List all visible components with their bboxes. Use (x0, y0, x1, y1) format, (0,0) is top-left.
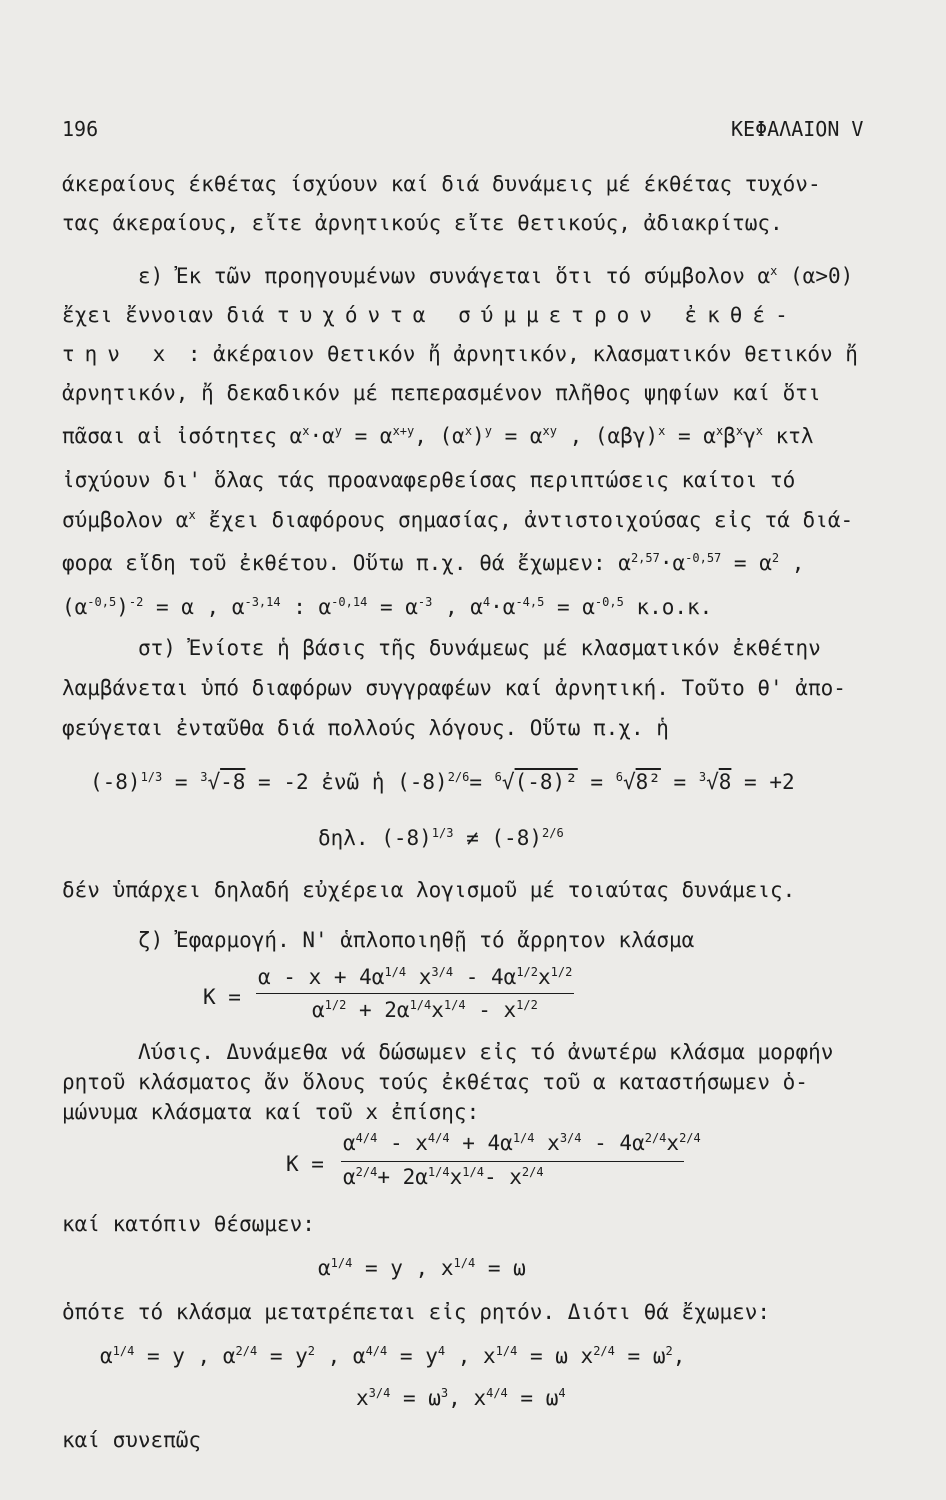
text-line-24: ὁπότε τό κλάσμα μετατρέπεται εἰς ρητόν. Διότι θά ἔχωμεν: (62, 1300, 771, 1324)
chapter-title: ΚΕΦΑΛΑΙΟΝ V (731, 117, 864, 141)
formula2-fraction-bar (341, 1161, 684, 1162)
formula1-fraction-bar (256, 993, 574, 994)
formula2-numerator: $\alpha^{4/4} - x^{4/4} + 4\alpha^{1/4}$ $x^{3/4} - 4\alpha^{2/4}x^{2/4}$ (343, 1131, 701, 1155)
text-line-17: δέν ὑπάρχει δηλαδή εὐχέρεια λογισμοῦ μέ τοιαύτας δυνάμεις. (62, 878, 796, 902)
text-line-1: άκεραίους έκθέτας ίσχύουν καί διά δυνάμεις μέ έκθέτας τυχόν- (62, 172, 821, 196)
text-line-12: στ) Ἐνίοτε ἡ βάσις τῆς δυνάμεως μέ κλασματικόν ἐκθέτην (138, 636, 821, 660)
text-line-4: ἔχει ἔννοιαν διά τυχόντα σύμμετρον ἐκθέ- (62, 303, 798, 327)
text-line-26: $x^{3/4} = \omega^3$, $x^{4/4} = \omega^4$ (356, 1386, 566, 1410)
text-line-11: $(\alpha^{-0,5})^{-2} = \alpha$ , $\alpha^{-3,14}$ : $\alpha^{-0,14} = \alpha^{-3}$ , $\alpha^4\cdot\alpha^{-4,5} = \alpha^{-0,5}$ κ.ο.κ. (62, 595, 713, 619)
text-line-15: $(-8)^{1/3} = ^3√-8 = -2$ ἐνῶ ἡ $(-8)^{2/6}= ^6√(-8)^2 = ^6√8^2 = ^3√8 = +2$ (90, 770, 795, 794)
formula1-denominator: $\alpha^{1/2} + 2\alpha^{1/4}x^{1/4} - x^{1/2}$ (312, 998, 538, 1022)
text-line-9: σύμβολον $\alpha^x$ ἔχει διαφόρους σημασίας, ἀντιστοιχούσας εἰς τά διά- (62, 508, 854, 532)
formula1-numerator: $\alpha - x + 4\alpha^{1/4}$ $x^{3/4} - 4\alpha^{1/2}x^{1/2}$ (258, 965, 573, 989)
text-line-27: καί συνεπῶς (62, 1428, 202, 1452)
text-line-18: ζ) Ἐφαρμογή. Ν' ἁπλοποιηθῇ τό ἄρρητον κλάσμα (138, 928, 695, 952)
text-line-7: πᾶσαι αἱ ἰσότητες $\alpha^x\cdot\alpha^y = \alpha^{x+y}$, $(\alpha^x)^y = \alpha^{xy}$ , $(\alpha\beta\gamma)^x = \alpha^x\beta^x\gamma^x$ κτλ (62, 424, 814, 448)
text-line-23: $\alpha^{1/4} = y$ , $x^{1/4} = \omega$ (318, 1256, 526, 1280)
text-line-6: ἀρνητικόν, ἤ δεκαδικόν μέ πεπερασμένον πλῆθος ψηφίων καί ὅτι (62, 381, 821, 405)
text-line-25: $\alpha^{1/4} = y$ , $\alpha^{2/4} = y^2$ , $\alpha^{4/4} = y^4$ , $x^{1/4} = \omega$ $x^{2/4} = \omega^2$, (100, 1344, 686, 1368)
text-line-19: Λύσις. Δυνάμεθα νά δώσωμεν εἰς τό ἀνωτέρω κλάσμα μορφήν (138, 1040, 834, 1064)
formula2-lhs: K = (286, 1152, 324, 1176)
formula2-denominator: $\alpha^{2/4}+ 2\alpha^{1/4}x^{1/4}-$ $x^{2/4}$ (343, 1165, 544, 1189)
text-line-16: δηλ. $(-8)^{1/3} \ne (-8)^{2/6}$ (318, 826, 564, 850)
text-line-13: λαμβάνεται ὑπό διαφόρων συγγραφέων καί ἀρνητική. Τοῦτο θ' ἀπο- (62, 676, 846, 700)
text-line-2: τας άκεραίους, εἴτε ἀρνητικούς εἴτε θετικούς, ἀδιακρίτως. (62, 211, 783, 235)
formula1-lhs: K = (203, 985, 241, 1009)
text-line-20: ρητοῦ κλάσματος ἄν ὅλους τούς ἐκθέτας τοῦ α καταστήσωμεν ὁ- (62, 1070, 808, 1094)
text-line-21: μώνυμα κλάσματα καί τοῦ x ἐπίσης: (62, 1100, 480, 1124)
text-line-14: φεύγεται ἐνταῦθα διά πολλούς λόγους. Οὕτω π.χ. ἡ (62, 716, 669, 740)
text-line-3: ε) Ἐκ τῶν προηγουμένων συνάγεται ὅτι τό σύμβολον $\alpha^x$ (α>0) (138, 264, 854, 288)
page-number: 196 (62, 117, 99, 141)
text-line-8: ἰσχύουν δι' ὅλας τάς προαναφερθείσας περιπτώσεις καίτοι τό (62, 468, 796, 492)
text-line-5: την x : ἀκέραιον θετικόν ἤ ἀρνητικόν, κλασματικόν θετικόν ἤ (62, 342, 858, 366)
text-line-22: καί κατόπιν θέσωμεν: (62, 1212, 315, 1236)
text-line-10: φορα εἴδη τοῦ ἐκθέτου. Οὕτω π.χ. θά ἔχωμεν: $\alpha^{2,57}\cdot\alpha^{-0,57} = \alpha^2$ , (62, 551, 805, 575)
